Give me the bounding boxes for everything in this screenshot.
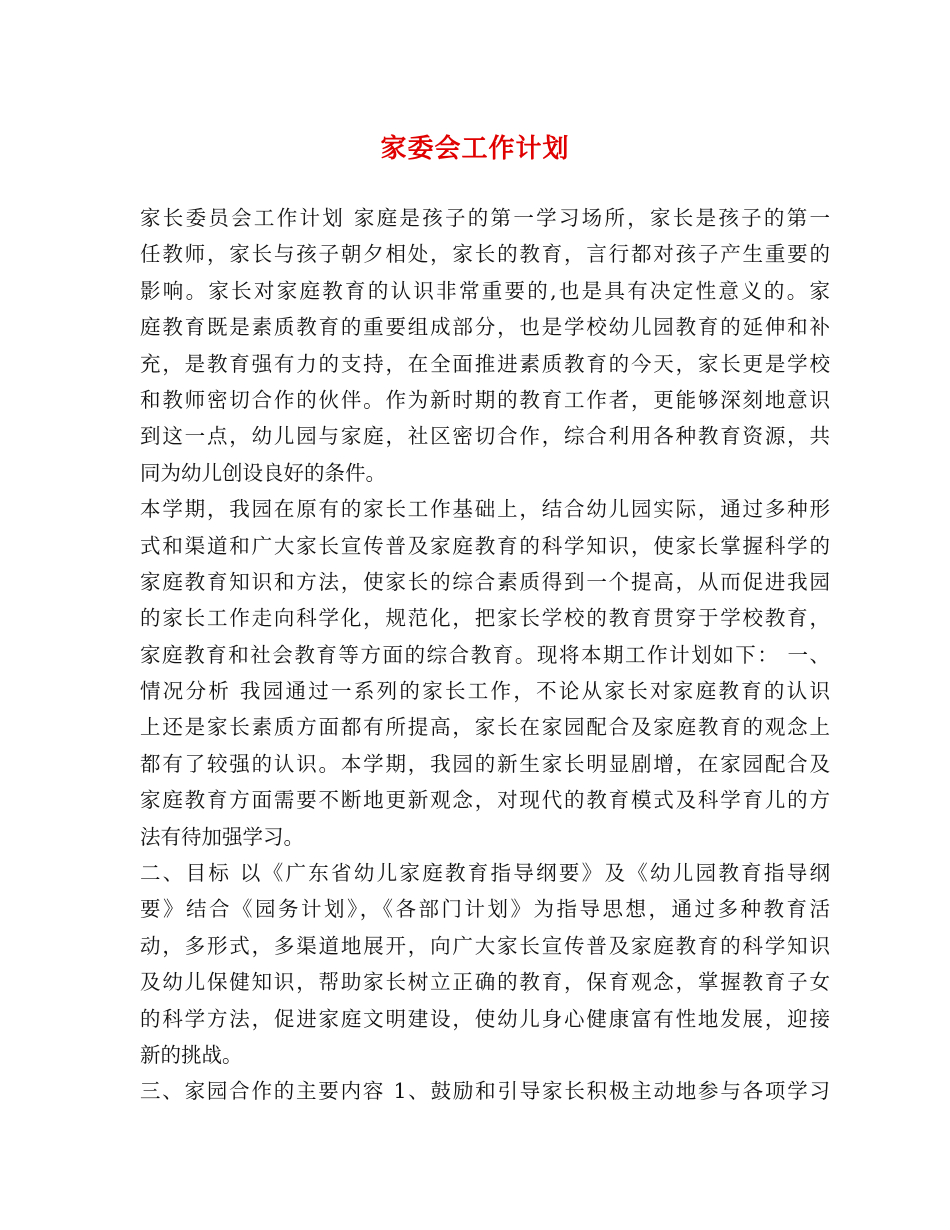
- body-line: 要》结合《园务计划》，《各部门计划》为指导思想，通过多种教育活: [140, 897, 830, 922]
- body-line: 家庭教育知识和方法，使家长的综合素质得到一个提高，从而促进我园: [140, 569, 830, 594]
- body-line: 任教师，家长与孩子朝夕相处，家长的教育，言行都对孩子产生重要的: [140, 242, 830, 267]
- body-line: 和教师密切合作的伙伴。作为新时期的教育工作者，更能够深刻地意识: [140, 387, 830, 412]
- document-title: 家委会工作计划: [380, 134, 570, 164]
- body-line: 庭教育既是素质教育的重要组成部分，也是学校幼儿园教育的延伸和补: [140, 315, 830, 340]
- body-line: 同为幼儿创设良好的条件。: [140, 460, 386, 485]
- body-line: 动，多形式，多渠道地展开，向广大家长宣传普及家庭教育的科学知识: [140, 933, 830, 958]
- body-line: 到这一点，幼儿园与家庭，社区密切合作，综合利用各种教育资源，共: [140, 424, 830, 449]
- body-line: 二、目标 以《广东省幼儿家庭教育指导纲要》及《幼儿园教育指导纲: [140, 861, 830, 886]
- body-line: 法有待加强学习。: [140, 824, 304, 849]
- body-line: 家庭教育方面需要不断地更新观念，对现代的教育模式及科学育儿的方: [140, 788, 830, 813]
- body-line: 新的挑战。: [140, 1042, 243, 1067]
- body-line: 情况分析 我园通过一系列的家长工作，不论从家长对家庭教育的认识: [140, 679, 830, 704]
- body-line: 影响。家长对家庭教育的认识非常重要的,也是具有决定性意义的。家: [140, 278, 830, 303]
- body-line: 充，是教育强有力的支持，在全面推进素质教育的今天，家长更是学校: [140, 351, 830, 376]
- body-line: 上还是家长素质方面都有所提高，家长在家园配合及家庭教育的观念上: [140, 715, 830, 740]
- body-line: 家长委员会工作计划 家庭是孩子的第一学习场所，家长是孩子的第一: [140, 206, 830, 230]
- body-line: 三、家园合作的主要内容 1、鼓励和引导家长积极主动地参与各项学习: [140, 1079, 830, 1104]
- body-line: 式和渠道和广大家长宣传普及家庭教育的科学知识，使家长掌握科学的: [140, 533, 830, 558]
- body-line: 及幼儿保健知识，帮助家长树立正确的教育，保育观念，掌握教育子女: [140, 970, 830, 995]
- body-line: 的家长工作走向科学化，规范化，把家长学校的教育贯穿于学校教育，: [140, 606, 830, 631]
- body-line: 家庭教育和社会教育等方面的综合教育。现将本期工作计划如下： 一、: [140, 642, 830, 667]
- body-line: 都有了较强的认识。本学期，我园的新生家长明显剧增，在家园配合及: [140, 751, 830, 776]
- body-line: 本学期，我园在原有的家长工作基础上，结合幼儿园实际，通过多种形: [140, 497, 830, 522]
- body-line: 的科学方法，促进家庭文明建设，使幼儿身心健康富有性地发展，迎接: [140, 1006, 830, 1031]
- document-body: [140, 200, 830, 1110]
